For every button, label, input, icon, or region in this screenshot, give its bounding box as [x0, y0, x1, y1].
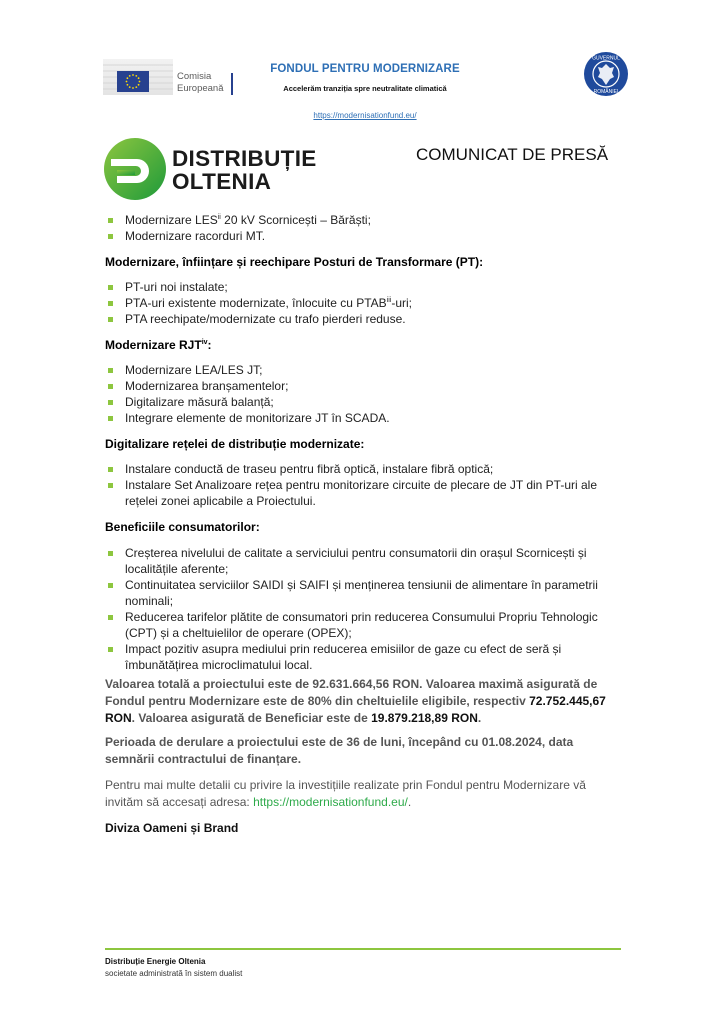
list-item — [105, 461, 625, 477]
section-heading-pt: Modernizare, înființare și reechipare Posturi de Transformare (PT): — [105, 255, 484, 269]
list-item — [105, 545, 625, 577]
item-text: Continuitatea serviciilor SAIDI și SAIFI și menținerea tensiunii de alimentare în parametrii nominali; — [125, 578, 598, 608]
benefits-list — [105, 545, 625, 673]
item-text: Reducerea tarifelor plătite de consumatori prin reducerea Consumului Propriu Tehnologic (CPT) și a cheltuielilor de operare (OPEX); — [125, 610, 598, 640]
list-item — [105, 311, 625, 327]
bullet-icon — [108, 218, 113, 223]
footer-company: Distribuție Energie Oltenia — [105, 957, 206, 966]
fund-subtitle: Accelerăm tranziția spre neutralitate climatică — [283, 84, 447, 93]
signature: Diviza Oameni și Brand — [105, 821, 239, 835]
item-text: Impact pozitiv asupra mediului prin reducerea emisiilor de gaze cu efect de seră și îmbunătățirea microclimatului local. — [125, 642, 562, 672]
values-text-1: Valoarea totală a proiectului este de 92.631.664,56 RON. Valoarea maximă asigurată de Fondul pentru Modernizare este de 80% din cheltuielile eligibile, respectiv — [105, 677, 598, 708]
item-text: PTA-uri existente modernizate, înlocuite cu PTAB — [125, 296, 387, 310]
bullet-icon — [108, 285, 113, 290]
bullet-icon — [108, 583, 113, 588]
details-paragraph — [105, 777, 625, 810]
values-text-2: . Valoarea asigurată de Beneficiar este de — [131, 711, 372, 725]
logo-line2: OLTENIA — [172, 169, 272, 194]
fund-title: FONDUL PENTRU MODERNIZARE — [270, 63, 460, 75]
footnote-ref: iii — [386, 297, 392, 304]
footnote-ref: ii — [217, 214, 221, 221]
list-item — [105, 477, 625, 509]
item-text: Modernizare LEA/LES JT; — [125, 363, 263, 377]
distributie-oltenia-logo-icon — [103, 137, 167, 201]
item-text: Integrare elemente de monitorizare JT în SCADA. — [125, 411, 390, 425]
list-item — [105, 394, 625, 410]
item-text-rest: -uri; — [391, 296, 413, 310]
rjt-list — [105, 362, 625, 426]
footnote-ref: iv — [201, 339, 208, 346]
logo-line1: DISTRIBUȚIE — [172, 146, 317, 171]
item-text: Modernizarea branșamentelor; — [125, 379, 289, 393]
list-item — [105, 577, 625, 609]
section-heading-rjt — [105, 337, 625, 353]
item-text: PTA reechipate/modernizate cu trafo pierderi reduse. — [125, 312, 406, 326]
footer-divider — [105, 948, 621, 950]
bullet-icon — [108, 301, 113, 306]
item-text: Instalare conductă de traseu pentru fibră optică, instalare fibră optică; — [125, 462, 494, 476]
bullet-icon — [108, 368, 113, 373]
bullet-icon — [108, 400, 113, 405]
bullet-icon — [108, 416, 113, 421]
bullet-icon — [108, 615, 113, 620]
list-item — [105, 641, 625, 673]
les-list — [105, 212, 625, 244]
values-text-3: . — [477, 711, 482, 725]
ec-logo-line2: Europeană — [177, 83, 224, 94]
seal-text-top: GUVERNUL — [592, 55, 620, 62]
item-text: Creșterea nivelului de calitate a serviciului pentru consumatorii din orașul Scornicești și localitățile aferente; — [125, 546, 587, 576]
ec-logo-bar — [231, 73, 233, 95]
fund-url-link[interactable]: https://modernisationfund.eu/ — [313, 111, 417, 120]
european-commission-logo — [103, 57, 238, 97]
pt-list — [105, 279, 625, 327]
beneficiary-amount: 19.879.218,89 RON — [371, 711, 478, 725]
item-text-rest: 20 kV Scornicești – Bărăști; — [220, 213, 371, 227]
project-values-paragraph — [105, 676, 625, 727]
section-heading-benefits: Beneficiile consumatorilor: — [105, 520, 260, 534]
item-text: Modernizare racorduri MT. — [125, 229, 266, 243]
seal-text-bottom: ROMÂNIEI — [593, 89, 619, 95]
list-item — [105, 212, 625, 228]
list-item — [105, 410, 625, 426]
list-item — [105, 279, 625, 295]
fund-amount: 72.752.445,67 RON — [105, 694, 606, 725]
list-item — [105, 378, 625, 394]
modernisation-fund-link[interactable]: https://modernisationfund.eu/ — [253, 794, 408, 809]
item-text: PT-uri noi instalate; — [125, 280, 228, 294]
eu-flag-icon — [117, 71, 149, 92]
section-heading-digital: Digitalizare rețelei de distribuție modernizate: — [105, 437, 365, 451]
footer-subtitle: societate administrată în sistem dualist — [105, 969, 243, 978]
digital-list — [105, 461, 625, 509]
bullet-icon — [108, 234, 113, 239]
heading-text: Modernizare RJT — [105, 338, 202, 352]
ec-logo-text — [177, 71, 223, 95]
bullet-icon — [108, 384, 113, 389]
list-item — [105, 362, 625, 378]
list-item — [105, 295, 625, 311]
ec-logo-line1: Comisia — [177, 71, 212, 82]
bullet-icon — [108, 317, 113, 322]
press-release-title: COMUNICAT DE PRESĂ — [416, 145, 609, 164]
list-item — [105, 228, 625, 244]
item-text: Modernizare LES — [125, 213, 218, 227]
details-end: . — [407, 794, 412, 809]
bullet-icon — [108, 647, 113, 652]
bullet-icon — [108, 467, 113, 472]
details-text: Pentru mai multe detalii cu privire la investițiile realizate prin Fondul pentru Modernizare vă invităm să accesați adresa: — [105, 778, 586, 809]
item-text: Instalare Set Analizoare rețea pentru monitorizare circuite de plecare de JT din PT-uri ale rețelei zonei aplicabile a Proiectului. — [125, 478, 598, 508]
item-text: Digitalizare măsură balanță; — [125, 395, 274, 409]
bullet-icon — [108, 551, 113, 556]
project-period-paragraph: Perioada de derulare a proiectului este de 36 de luni, începând cu 01.08.2024, data semnării contractului de finanțare. — [105, 735, 574, 766]
distributie-oltenia-wordmark — [172, 147, 317, 193]
government-seal-icon — [583, 51, 629, 97]
heading-end: : — [207, 338, 212, 352]
bullet-icon — [108, 483, 113, 488]
list-item — [105, 609, 625, 641]
